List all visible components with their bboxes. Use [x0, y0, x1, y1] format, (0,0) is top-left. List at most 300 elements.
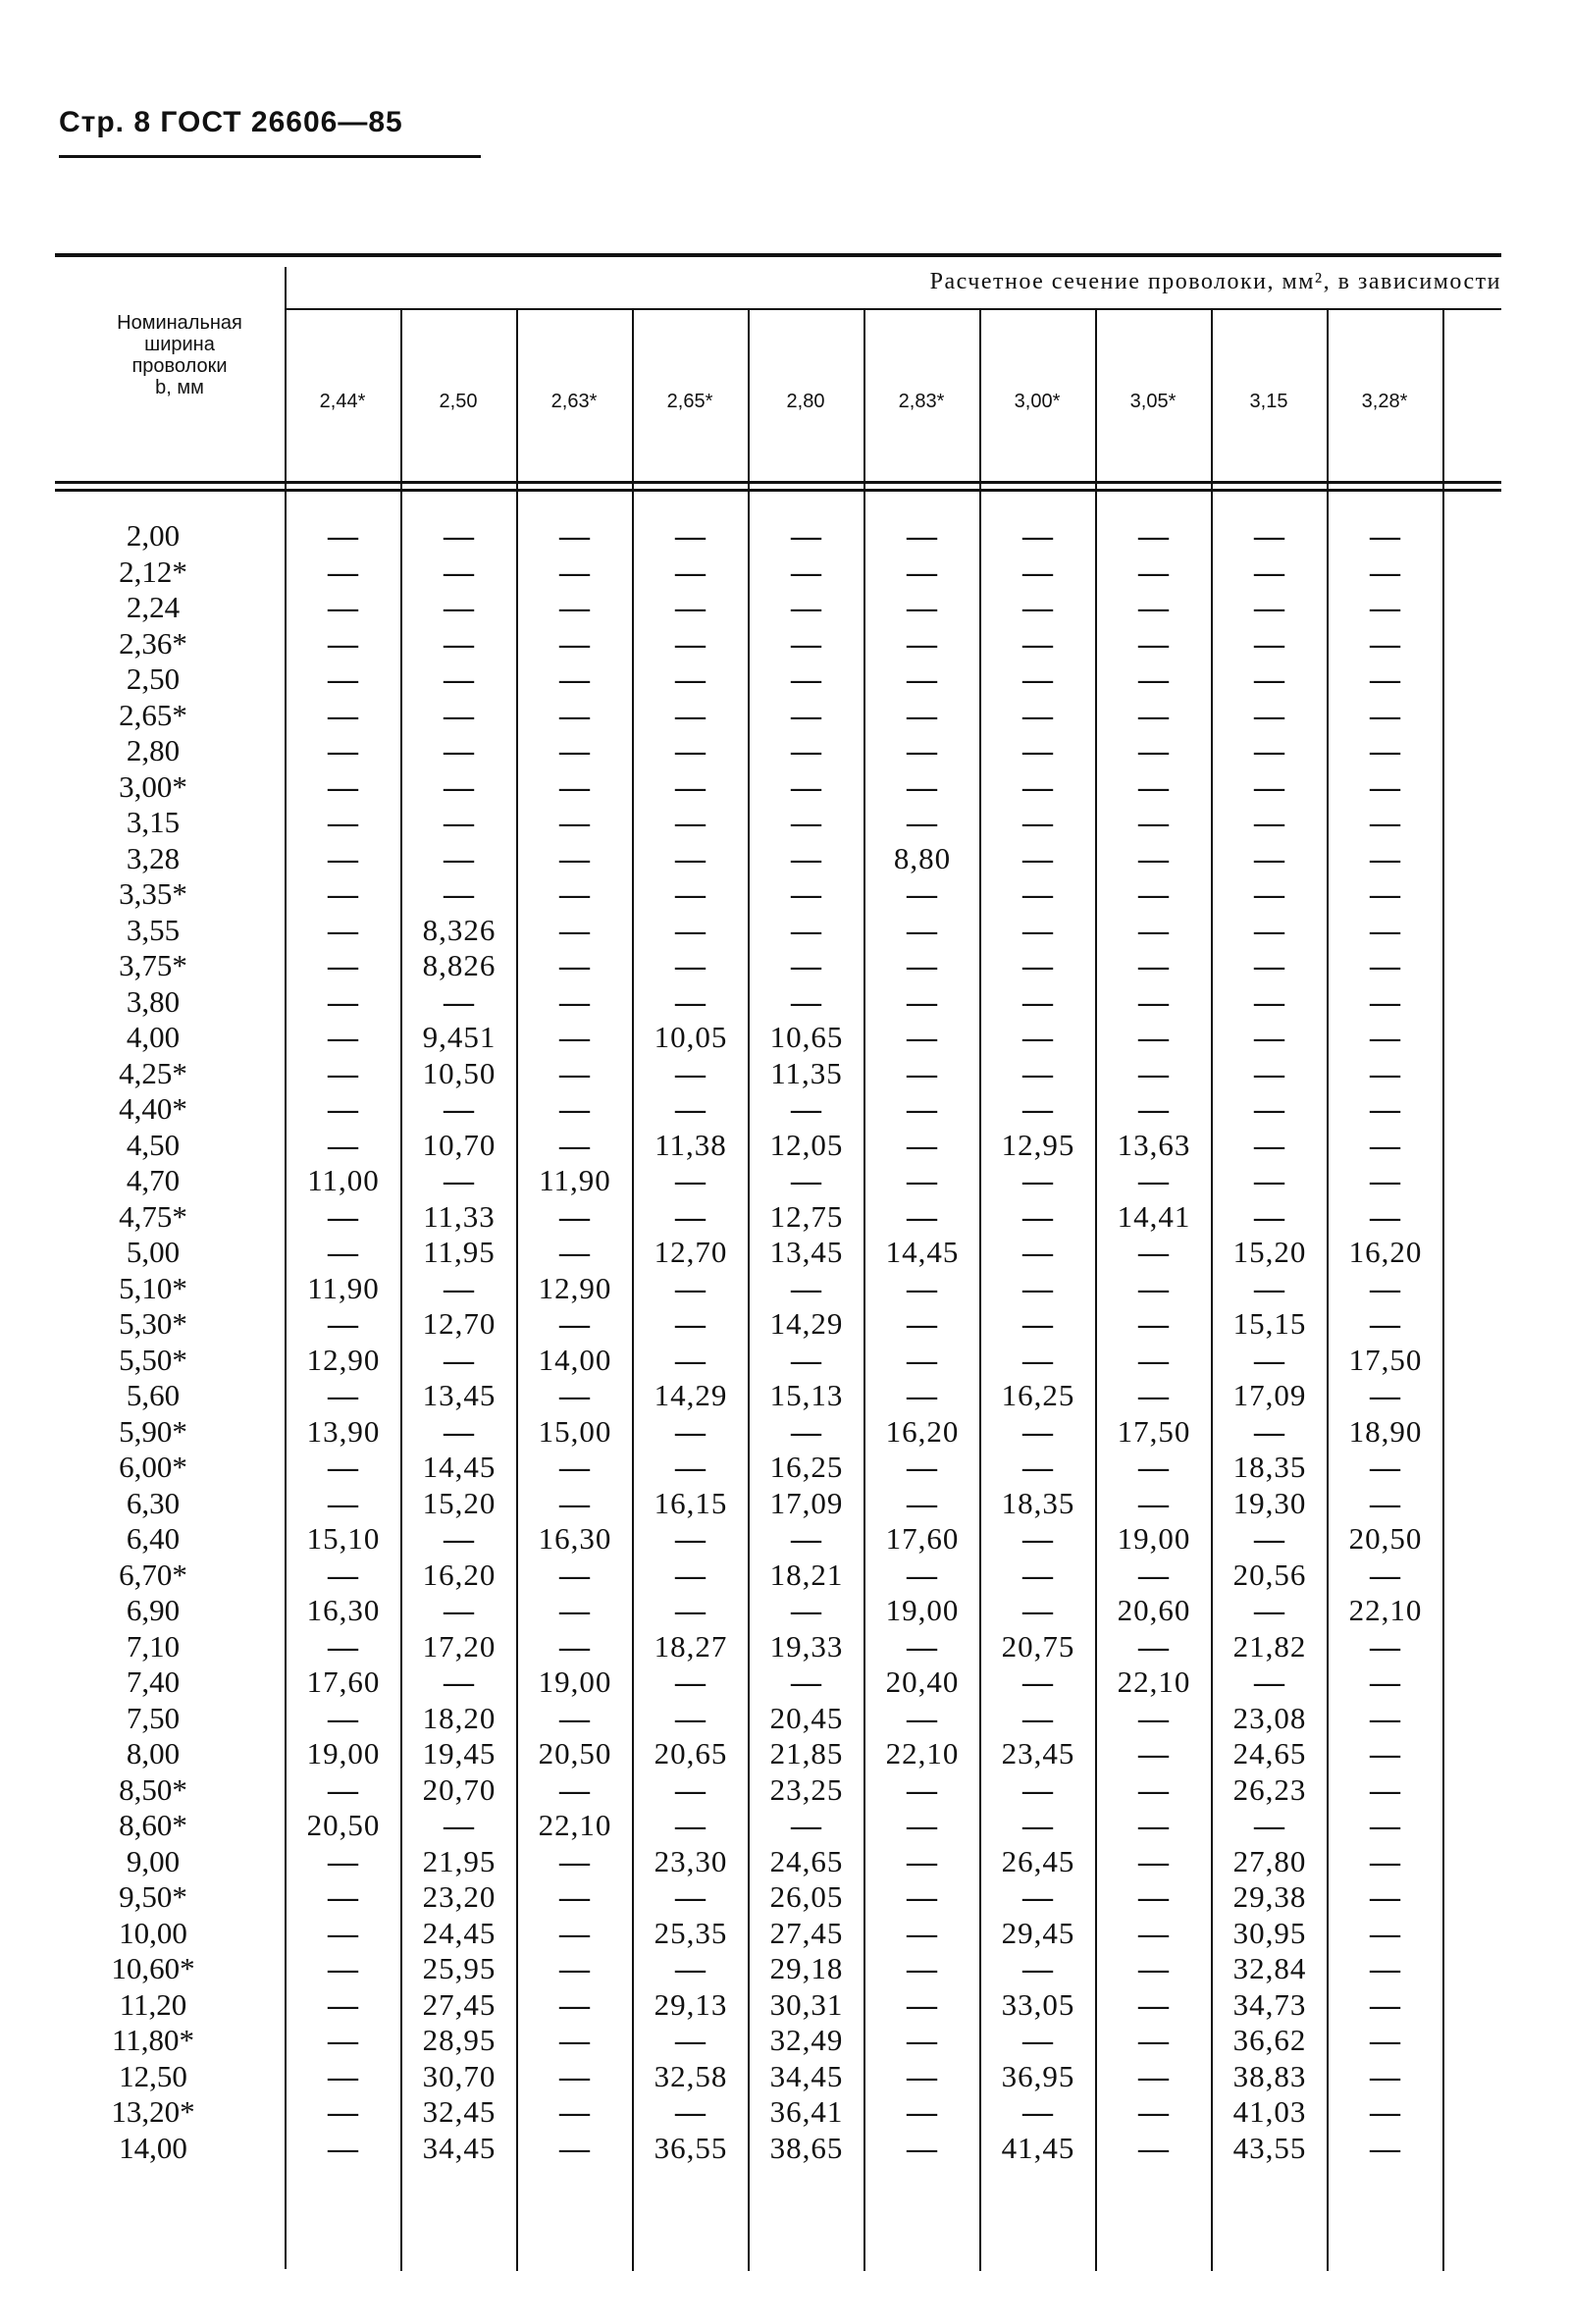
row-width-value: 2,80	[126, 733, 181, 767]
table-cell: —	[1022, 625, 1054, 660]
row-width-value: 6,40	[126, 1521, 181, 1556]
table-cell: —	[1138, 697, 1170, 732]
stub-header-line: проволоки	[131, 355, 228, 377]
table-cell: —	[559, 1378, 591, 1412]
table-cell: —	[1370, 1163, 1401, 1197]
table-cell: 12,70	[654, 1235, 728, 1269]
table-cell: —	[1254, 1055, 1285, 1090]
table-cell: —	[1370, 805, 1401, 839]
table-cell: —	[1022, 912, 1054, 947]
table-cell: —	[1370, 1557, 1401, 1592]
table-cell: —	[1370, 2023, 1401, 2057]
row-width-value: 5,50*	[119, 1342, 187, 1377]
row-width-value: 2,12*	[119, 554, 187, 589]
table-cell: —	[328, 518, 359, 553]
table-cell: —	[1022, 1270, 1054, 1305]
table-cell: 19,33	[769, 1628, 844, 1664]
table-cell: —	[328, 983, 359, 1019]
row-width-value: 14,00	[119, 2130, 187, 2165]
stub-header	[63, 312, 296, 398]
table-cell: —	[1138, 1485, 1170, 1520]
table-cell: —	[907, 1378, 938, 1412]
table-cell: —	[907, 1986, 938, 2022]
table-cell: 32,45	[422, 2094, 497, 2129]
row-width-value: 2,50	[126, 661, 181, 696]
table-cell: —	[675, 1091, 706, 1126]
table-cell: 17,50	[1117, 1413, 1191, 1449]
table-cell: —	[1138, 1808, 1170, 1842]
table-cell: —	[1370, 625, 1401, 660]
row-width-value: 7,40	[126, 1664, 181, 1699]
table-cell: —	[1370, 697, 1401, 732]
table-cell: —	[1022, 1771, 1054, 1807]
table-cell: —	[1138, 876, 1170, 911]
table-cell: —	[1022, 876, 1054, 911]
table-cell: 17,09	[769, 1485, 844, 1520]
table-cell: 17,60	[306, 1664, 381, 1699]
table-cell: 17,50	[1348, 1342, 1423, 1377]
table-cell: —	[907, 590, 938, 624]
table-cell: 16,25	[769, 1450, 844, 1484]
table-cell: —	[1022, 768, 1054, 804]
table-cell: 34,45	[769, 2058, 844, 2093]
table-cell: 16,30	[306, 1593, 381, 1627]
table-cell: —	[1138, 2023, 1170, 2057]
table-cell: —	[675, 768, 706, 804]
table-cell: 32,84	[1232, 1951, 1307, 1985]
table-cell: —	[328, 1771, 359, 1807]
table-cell: —	[907, 1951, 938, 1985]
column-header: 2,65*	[666, 391, 713, 412]
table-cell: —	[1138, 661, 1170, 696]
table-cell: —	[1370, 1843, 1401, 1878]
table-cell: —	[559, 983, 591, 1019]
table-cell: —	[1138, 805, 1170, 839]
table-cell: —	[1254, 1270, 1285, 1305]
table-cell: 19,45	[422, 1736, 497, 1770]
table-cell: —	[1254, 948, 1285, 982]
table-cell: —	[328, 733, 359, 767]
row-width-value: 2,24	[126, 590, 181, 624]
table-cell: —	[328, 876, 359, 911]
table-cell: —	[1254, 733, 1285, 767]
table-cell: —	[675, 1342, 706, 1377]
table-cell: —	[328, 1091, 359, 1126]
row-width-value: 9,50*	[119, 1879, 187, 1914]
table-cell: 10,65	[769, 1020, 844, 1054]
table-cell: —	[791, 912, 822, 947]
table-cell: —	[907, 1843, 938, 1878]
table-cell: 14,41	[1117, 1198, 1191, 1234]
table-cell: —	[1370, 1306, 1401, 1341]
table-cell: 11,95	[423, 1235, 496, 1269]
row-width-value: 3,28	[126, 840, 181, 875]
table-cell: 25,35	[654, 1915, 728, 1950]
table-cell: —	[1022, 1413, 1054, 1449]
table-cell: 36,41	[769, 2094, 844, 2129]
table-cell: 13,90	[306, 1413, 381, 1449]
table-cell: 20,75	[1001, 1628, 1075, 1664]
table-cell: —	[675, 1521, 706, 1556]
table-cell: —	[1138, 1450, 1170, 1484]
table-cell: 10,50	[422, 1055, 497, 1090]
table-cell: —	[675, 661, 706, 696]
row-width-value: 3,00*	[119, 768, 187, 804]
table-cell: —	[559, 1951, 591, 1985]
table-cell: 32,49	[769, 2023, 844, 2057]
table-cell: —	[444, 1163, 475, 1197]
table-cell: —	[1022, 1235, 1054, 1269]
table-cell: —	[791, 1270, 822, 1305]
table-cell: —	[1254, 805, 1285, 839]
table-cell: —	[1138, 518, 1170, 553]
table-cell: —	[328, 1700, 359, 1735]
table-cell: —	[1138, 1342, 1170, 1377]
table-cell: 30,95	[1232, 1915, 1307, 1950]
table-cell: —	[1370, 1020, 1401, 1054]
table-cell: 16,20	[885, 1413, 960, 1449]
table-cell: 27,45	[422, 1986, 497, 2022]
table-cell: —	[1254, 1342, 1285, 1377]
row-width-value: 3,80	[126, 983, 181, 1019]
table-cell: 11,00	[307, 1163, 380, 1197]
table-cell: —	[1370, 1808, 1401, 1842]
table-cell: 11,90	[307, 1270, 380, 1305]
table-cell: —	[1254, 697, 1285, 732]
table-cell: —	[1370, 876, 1401, 911]
table-cell: 29,38	[1232, 1879, 1307, 1914]
table-cell: —	[1370, 768, 1401, 804]
table-cell: —	[444, 1413, 475, 1449]
table-cell: —	[1370, 1628, 1401, 1664]
table-cell: —	[1254, 1127, 1285, 1162]
table-cell: —	[1022, 697, 1054, 732]
row-width-value: 5,90*	[119, 1413, 187, 1449]
table-cell: 15,00	[538, 1413, 612, 1449]
table-cell: —	[1138, 590, 1170, 624]
table-cell: 19,00	[1117, 1521, 1191, 1556]
table-cell: —	[1254, 1664, 1285, 1699]
row-width-value: 2,36*	[119, 625, 187, 660]
row-width-value: 6,70*	[119, 1557, 187, 1592]
row-width-value: 13,20*	[111, 2094, 195, 2129]
table-cell: 26,45	[1001, 1843, 1075, 1878]
table-cell: —	[1370, 1915, 1401, 1950]
table-cell: —	[559, 1306, 591, 1341]
table-cell: —	[1370, 983, 1401, 1019]
table-cell: —	[1138, 1091, 1170, 1126]
table-cell: —	[675, 805, 706, 839]
table-cell: —	[559, 1127, 591, 1162]
table-cell: —	[907, 2023, 938, 2057]
table-cell: —	[1022, 1055, 1054, 1090]
table-cell: 21,82	[1232, 1628, 1307, 1664]
table-cell: 22,10	[538, 1808, 612, 1842]
table-cell: —	[328, 2058, 359, 2093]
table-cell: 17,09	[1232, 1378, 1307, 1412]
table-cell: —	[1370, 1771, 1401, 1807]
column-header: 2,80	[786, 391, 825, 412]
table-cell: —	[1022, 1521, 1054, 1556]
row-width-value: 4,00	[126, 1020, 181, 1054]
table-cell: —	[907, 1342, 938, 1377]
table-cell: —	[444, 590, 475, 624]
table-cell: —	[444, 1808, 475, 1842]
table-cell: 12,70	[422, 1306, 497, 1341]
table-cell: —	[1138, 1951, 1170, 1985]
table-cell: —	[328, 1915, 359, 1950]
row-width-value: 10,00	[119, 1915, 187, 1950]
table-cell: —	[1370, 1951, 1401, 1985]
table-cell: 14,29	[769, 1306, 844, 1341]
row-width-value: 7,10	[126, 1628, 181, 1664]
table-cell: 20,60	[1117, 1593, 1191, 1627]
table-cell: —	[675, 733, 706, 767]
table-cell: 16,15	[654, 1485, 728, 1520]
table-cell: 24,65	[769, 1843, 844, 1878]
table-cell: 29,13	[654, 1986, 728, 2022]
table-cell: —	[1370, 1198, 1401, 1234]
table-cell: —	[559, 2094, 591, 2129]
table-cell: —	[1022, 1808, 1054, 1842]
table-cell: 18,35	[1232, 1450, 1307, 1484]
column-header: 2,50	[439, 391, 478, 412]
table-cell: 16,25	[1001, 1378, 1075, 1412]
table-cell: —	[559, 2130, 591, 2165]
table-cell: —	[791, 805, 822, 839]
row-width-value: 5,10*	[119, 1270, 187, 1305]
table-cell: —	[907, 805, 938, 839]
table-cell: —	[1138, 1879, 1170, 1914]
table-cell: —	[1138, 840, 1170, 875]
table-cell: —	[1254, 1020, 1285, 1054]
table-cell: —	[1370, 2130, 1401, 2165]
table-cell: —	[675, 1771, 706, 1807]
header-bottom-rule-1	[55, 481, 1501, 484]
table-cell: 8,826	[422, 948, 497, 982]
row-width-value: 3,35*	[119, 876, 187, 911]
table-cell: —	[328, 1557, 359, 1592]
table-cell: —	[1254, 912, 1285, 947]
table-cell: —	[1370, 1270, 1401, 1305]
table-cell: —	[1022, 2094, 1054, 2129]
table-cell: —	[675, 518, 706, 553]
table-cell: 19,00	[306, 1736, 381, 1770]
header-underline	[59, 155, 481, 158]
column-header: 3,28*	[1361, 391, 1408, 412]
table-cell: —	[559, 1843, 591, 1878]
table-cell: —	[907, 983, 938, 1019]
table-cell: 20,65	[654, 1736, 728, 1770]
table-cell: —	[559, 1450, 591, 1484]
spanning-header: Расчетное сечение проволоки, мм², в зависимости	[929, 269, 1501, 294]
table-cell: —	[1138, 625, 1170, 660]
table-cell: 27,80	[1232, 1843, 1307, 1878]
table-cell: —	[1138, 554, 1170, 589]
table-cell: —	[559, 733, 591, 767]
table-cell: —	[559, 1235, 591, 1269]
table-cell: —	[1022, 1951, 1054, 1985]
table-cell: —	[328, 1055, 359, 1090]
table-cell: 11,35	[770, 1055, 843, 1090]
table-cell: —	[1022, 1163, 1054, 1197]
row-width-value: 7,50	[126, 1700, 181, 1735]
table-cell: —	[1370, 2058, 1401, 2093]
table-cell: —	[328, 2130, 359, 2165]
table-cell: —	[1138, 912, 1170, 947]
table-cell: —	[907, 697, 938, 732]
table-cell: —	[1370, 1450, 1401, 1484]
row-width-value: 8,00	[126, 1736, 181, 1770]
table-cell: —	[444, 1593, 475, 1627]
column-header: 2,63*	[550, 391, 598, 412]
table-cell: —	[559, 1700, 591, 1735]
table-cell: —	[559, 2058, 591, 2093]
row-width-value: 11,80*	[111, 2023, 195, 2057]
table-cell: —	[328, 625, 359, 660]
table-cell: —	[1138, 1771, 1170, 1807]
table-cell: —	[1022, 2023, 1054, 2057]
table-cell: 11,90	[539, 1163, 611, 1197]
table-cell: —	[444, 768, 475, 804]
table-cell: 12,75	[769, 1198, 844, 1234]
table-cell: —	[791, 1664, 822, 1699]
table-cell: —	[1138, 1055, 1170, 1090]
table-cell: —	[559, 1091, 591, 1126]
stub-header-line: b, мм	[155, 377, 204, 398]
table-cell: —	[1138, 1700, 1170, 1735]
table-cell: —	[328, 1986, 359, 2022]
table-cell: 26,05	[769, 1879, 844, 1914]
table-cell: —	[1370, 1485, 1401, 1520]
table-cell: —	[907, 1485, 938, 1520]
table-cell: —	[907, 1091, 938, 1126]
table-cell: —	[907, 912, 938, 947]
table-cell: 19,30	[1232, 1485, 1307, 1520]
table-cell: —	[907, 1020, 938, 1054]
table-cell: —	[791, 625, 822, 660]
table-cell: 14,45	[422, 1450, 497, 1484]
table-cell: —	[559, 876, 591, 911]
table-cell: —	[907, 948, 938, 982]
table-cell: 20,50	[306, 1808, 381, 1842]
table-cell: —	[791, 948, 822, 982]
table-cell: 12,90	[538, 1270, 612, 1305]
table-cell: 21,95	[422, 1843, 497, 1878]
table-cell: —	[1254, 518, 1285, 553]
table-cell: 23,25	[769, 1771, 844, 1807]
table-cell: 25,95	[422, 1951, 497, 1985]
table-cell: —	[675, 1700, 706, 1735]
table-cell: —	[1022, 661, 1054, 696]
table-cell: —	[1022, 983, 1054, 1019]
row-width-value: 3,75*	[119, 948, 187, 982]
table-cell: —	[328, 1306, 359, 1341]
table-cell: —	[675, 1198, 706, 1234]
table-cell: —	[328, 1198, 359, 1234]
table-cell: —	[1022, 1306, 1054, 1341]
row-width-value: 4,25*	[119, 1055, 187, 1090]
table-cell: 26,23	[1232, 1771, 1307, 1807]
table-cell: —	[907, 1879, 938, 1914]
table-cell: —	[675, 1951, 706, 1985]
table-cell: —	[1022, 590, 1054, 624]
table-cell: —	[907, 1127, 938, 1162]
table-cell: —	[1370, 948, 1401, 982]
table-cell: —	[1370, 1879, 1401, 1914]
table-cell: 28,95	[422, 2023, 497, 2057]
table-cell: —	[675, 1413, 706, 1449]
table-cell: —	[444, 1091, 475, 1126]
table-cell: —	[1022, 1091, 1054, 1126]
table-cell: —	[1138, 1020, 1170, 1054]
table-cell: —	[559, 1771, 591, 1807]
table-cell: —	[675, 1450, 706, 1484]
table-cell: —	[907, 554, 938, 589]
table-cell: —	[1022, 1700, 1054, 1735]
table-cell: —	[328, 697, 359, 732]
table-cell: —	[328, 1020, 359, 1054]
table-cell: —	[559, 840, 591, 875]
table-cell: —	[1138, 1843, 1170, 1878]
table-cell: —	[559, 2023, 591, 2057]
table-cell: 34,45	[422, 2130, 497, 2165]
table-cell: 12,90	[306, 1342, 381, 1377]
table-cell: —	[791, 1808, 822, 1842]
table-cell: —	[444, 1664, 475, 1699]
table-cell: —	[328, 1127, 359, 1162]
table-cell: —	[1254, 1521, 1285, 1556]
table-cell: 43,55	[1232, 2130, 1307, 2165]
table-cell: —	[444, 733, 475, 767]
table-cell: —	[791, 1163, 822, 1197]
table-cell: —	[328, 1450, 359, 1484]
table-cell: —	[444, 1270, 475, 1305]
table-cell: 18,20	[422, 1700, 497, 1735]
table-cell: —	[675, 948, 706, 982]
table-cell: —	[1138, 948, 1170, 982]
table-cell: 41,03	[1232, 2094, 1307, 2129]
table-cell: —	[1254, 661, 1285, 696]
table-cell: —	[1022, 1557, 1054, 1592]
row-width-value: 2,65*	[119, 697, 187, 732]
table-cell: 13,63	[1117, 1127, 1191, 1162]
table-cell: —	[791, 1521, 822, 1556]
page-label: Стр. 8 ГОСТ 26606—85	[59, 106, 403, 138]
table-cell: —	[559, 1915, 591, 1950]
row-width-value: 2,00	[126, 518, 181, 553]
table-cell: —	[1022, 554, 1054, 589]
table-cell: —	[1254, 983, 1285, 1019]
row-width-value: 4,70	[126, 1163, 181, 1197]
table-cell: 12,05	[769, 1127, 844, 1162]
table-cell: —	[907, 733, 938, 767]
table-cell: —	[1022, 840, 1054, 875]
table-cell: —	[1022, 1450, 1054, 1484]
table-cell: —	[559, 625, 591, 660]
table-cell: 15,10	[306, 1521, 381, 1556]
row-width-value: 6,90	[126, 1593, 181, 1627]
table-cell: 18,35	[1001, 1485, 1075, 1520]
table-cell: —	[328, 805, 359, 839]
table-cell: —	[907, 2130, 938, 2165]
table-cell: —	[1370, 1986, 1401, 2022]
table-cell: —	[1138, 1235, 1170, 1269]
table-cell: —	[791, 1593, 822, 1627]
table-cell: 32,58	[654, 2058, 728, 2093]
table-cell: —	[907, 1306, 938, 1341]
table-cell: —	[1138, 1163, 1170, 1197]
